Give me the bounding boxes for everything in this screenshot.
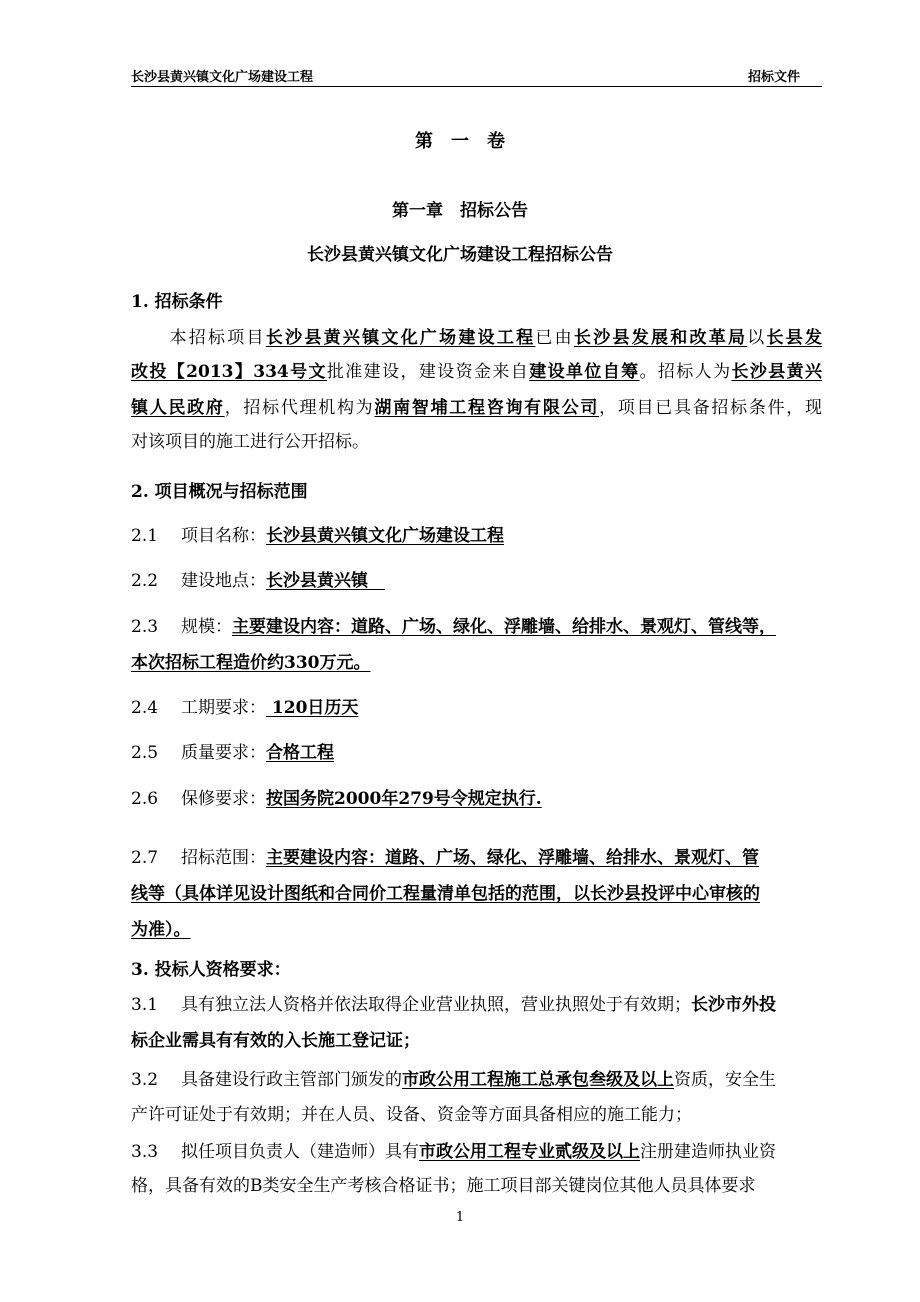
paragraph-line: 对该项目的施工进行公开招标。 <box>131 432 369 452</box>
section-2-heading: 2. 项目概况与招标范围 <box>131 482 308 502</box>
item-3-2-cont: 产许可证处于有效期；并在人员、设备、资金等方面具备相应的施工能力； <box>131 1105 692 1125</box>
paragraph-line: 改投【2013】334号文批准建设，建设资金来自建设单位自筹。招标人为长沙县黄兴 <box>131 362 823 382</box>
page-header <box>131 64 822 87</box>
paragraph-line: 本招标项目长沙县黄兴镇文化广场建设工程已由长沙县发展和改革局以长县发 <box>131 328 823 348</box>
item-2-6: 2.6 保修要求：按国务院2000年279号令规定执行. <box>131 789 542 809</box>
item-2-7-cont: 为准）。 <box>131 920 191 940</box>
item-3-2: 3.2 具备建设行政主管部门颁发的市政公用工程施工总承包叁级及以上资质，安全生 <box>131 1070 776 1090</box>
section-1-heading: 1. 招标条件 <box>131 292 223 312</box>
item-3-1: 3.1 具有独立法人资格并依法取得企业营业执照，营业执照处于有效期；长沙市外投 <box>131 995 776 1015</box>
item-3-3-cont: 格，具备有效的B类安全生产考核合格证书；施工项目部关键岗位其他人员具体要求 <box>131 1176 756 1196</box>
header-project-name: 长沙县黄兴镇文化广场建设工程 <box>131 70 314 85</box>
item-2-1: 2.1 项目名称：长沙县黄兴镇文化广场建设工程 <box>131 526 504 546</box>
item-2-2: 2.2 建设地点：长沙县黄兴镇 <box>131 571 385 591</box>
item-2-3-cont: 本次招标工程造价约330万元。 <box>131 653 371 673</box>
notice-title: 长沙县黄兴镇文化广场建设工程招标公告 <box>307 245 613 265</box>
item-3-1-cont: 标企业需具有有效的入长施工登记证； <box>131 1031 420 1051</box>
page-number: 1 <box>455 1210 465 1225</box>
section-3-heading: 3. 投标人资格要求： <box>131 960 291 980</box>
chapter-title: 第一章 招标公告 <box>392 201 528 221</box>
item-2-4: 2.4 工期要求： 120日历天 <box>131 698 359 718</box>
item-2-3: 2.3 规模：主要建设内容：道路、广场、绿化、浮雕墙、给排水、景观灯、管线等， <box>131 617 776 637</box>
item-2-7-cont: 线等（具体详见设计图纸和合同价工程量清单包括的范围，以长沙县投评中心审核的 <box>131 884 760 904</box>
item-3-3: 3.3 拟任项目负责人（建造师）具有市政公用工程专业贰级及以上注册建造师执业资 <box>131 1142 776 1162</box>
paragraph-line: 镇人民政府，招标代理机构为湖南智埔工程咨询有限公司，项目已具备招标条件，现 <box>131 398 823 418</box>
item-2-5: 2.5 质量要求：合格工程 <box>131 743 334 763</box>
header-doc-type: 招标文件 <box>747 70 800 85</box>
item-2-7: 2.7 招标范围：主要建设内容：道路、广场、绿化、浮雕墙、给排水、景观灯、管 <box>131 848 759 868</box>
volume-title: 第 一 卷 <box>415 131 505 152</box>
